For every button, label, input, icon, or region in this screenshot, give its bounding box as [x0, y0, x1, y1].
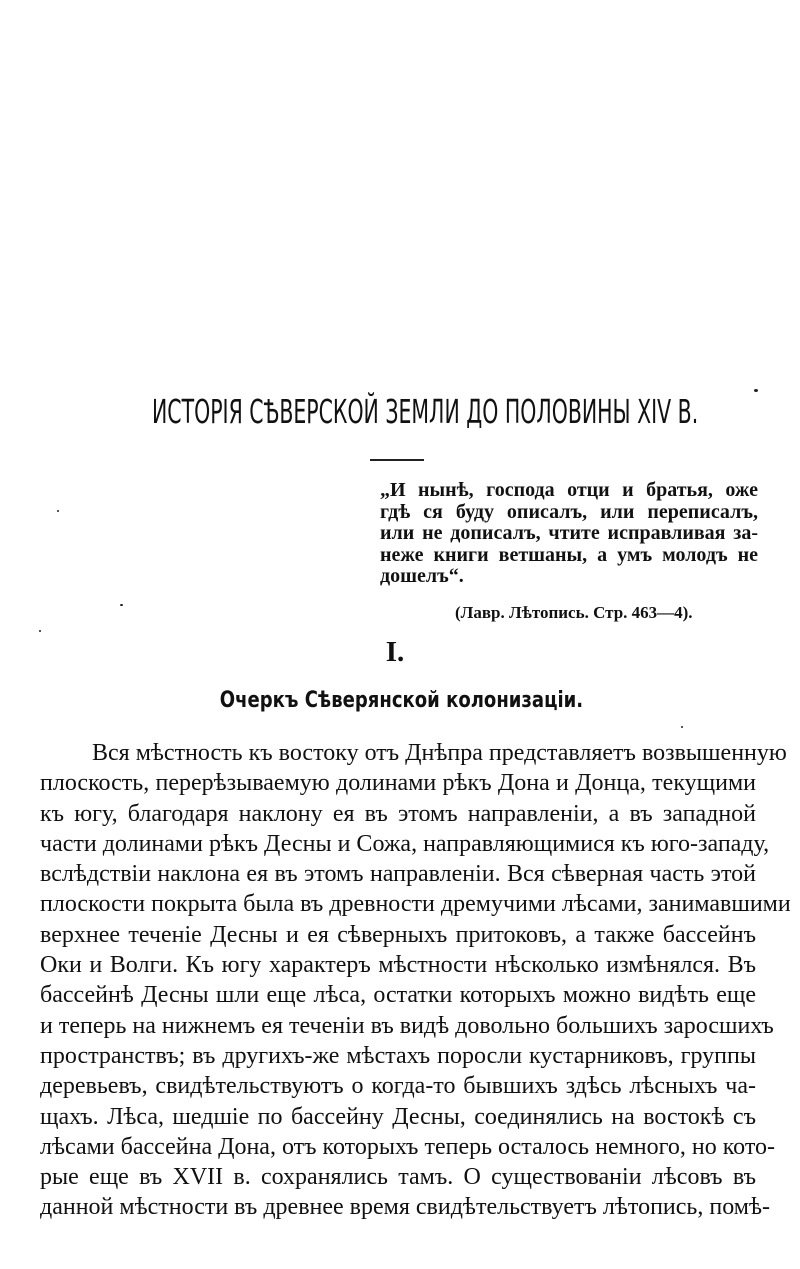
body-line: верхнее теченіе Десны и ея сѣверныхъ притоковъ, а также бассейнъ	[40, 921, 756, 948]
body-line: бассейнѣ Десны шли еще лѣса, остатки которыхъ можно видѣть еще	[40, 982, 756, 1009]
body-line: лѣсами бассейна Дона, отъ которыхъ теперь осталось немного, но кото-	[40, 1133, 776, 1160]
page-title: ИСТОРІЯ СѢВЕРСКОЙ ЗЕМЛИ ДО ПОЛОВИНЫ XIV В.	[152, 392, 699, 431]
body-line: плоскость, перерѣзываемую долинами рѣкъ Дона и Донца, текущими	[40, 770, 756, 797]
body-line: и теперь на нижнемъ ея теченіи въ видѣ довольно большихъ заросшихъ	[40, 1012, 774, 1039]
epigraph-line: дошелъ“.	[380, 565, 464, 587]
body-line: пространствъ; въ другихъ-же мѣстахъ поросли кустарниковъ, группы	[40, 1042, 756, 1069]
epigraph-line: гдѣ ся буду описалъ, или переписалъ,	[380, 500, 758, 523]
body-line: деревьевъ, свидѣтельствуютъ о когда-то бывшихъ здѣсь лѣсныхъ ча-	[40, 1073, 756, 1100]
body-line: данной мѣстности въ древнее время свидѣтельствуетъ лѣтопись, помѣ-	[40, 1194, 770, 1221]
epigraph	[380, 480, 758, 588]
print-speck	[681, 726, 683, 728]
epigraph-line: или не дописалъ, чтите исправливая за-	[380, 522, 758, 544]
body-line: части долинами рѣкъ Десны и Сожа, направляющимися къ юго-западу,	[40, 830, 770, 857]
title-divider	[370, 459, 424, 461]
body-line: плоскости покрыта была въ древности дремучими лѣсами, занимавшими	[40, 891, 791, 918]
print-speck	[57, 510, 59, 512]
epigraph-line: неже книги ветшаны, а умъ молодъ не	[380, 543, 758, 566]
body-line: рые еще въ XVII в. сохранялись тамъ. О существованіи лѣсовъ въ	[40, 1164, 756, 1191]
body-line: Вся мѣстность къ востоку отъ Днѣпра представляетъ возвышенную	[92, 740, 787, 766]
print-speck	[754, 389, 758, 392]
body-line: къ югу, благодаря наклону ея въ этомъ направленіи, а въ западной	[40, 800, 756, 827]
print-speck	[120, 604, 123, 606]
body-text	[40, 738, 791, 1223]
print-speck	[39, 630, 41, 632]
epigraph-source: (Лавр. Лѣтопись. Стр. 463—4).	[455, 603, 693, 622]
body-line: щахъ. Лѣса, шедшіе по бассейну Десны, соединялись на востокѣ съ	[40, 1103, 756, 1130]
chapter-title: Очеркъ Сѣверянской колонизаціи.	[219, 688, 584, 713]
body-line: вслѣдствіи наклона ея въ этомъ направленіи. Вся сѣверная часть этой	[40, 861, 756, 888]
epigraph-line: „И нынѣ, господа отци и братья, оже	[380, 479, 758, 501]
chapter-numeral: I.	[385, 636, 405, 668]
body-line: Оки и Волги. Къ югу характеръ мѣстности нѣсколько измѣнялся. Въ	[40, 952, 756, 979]
